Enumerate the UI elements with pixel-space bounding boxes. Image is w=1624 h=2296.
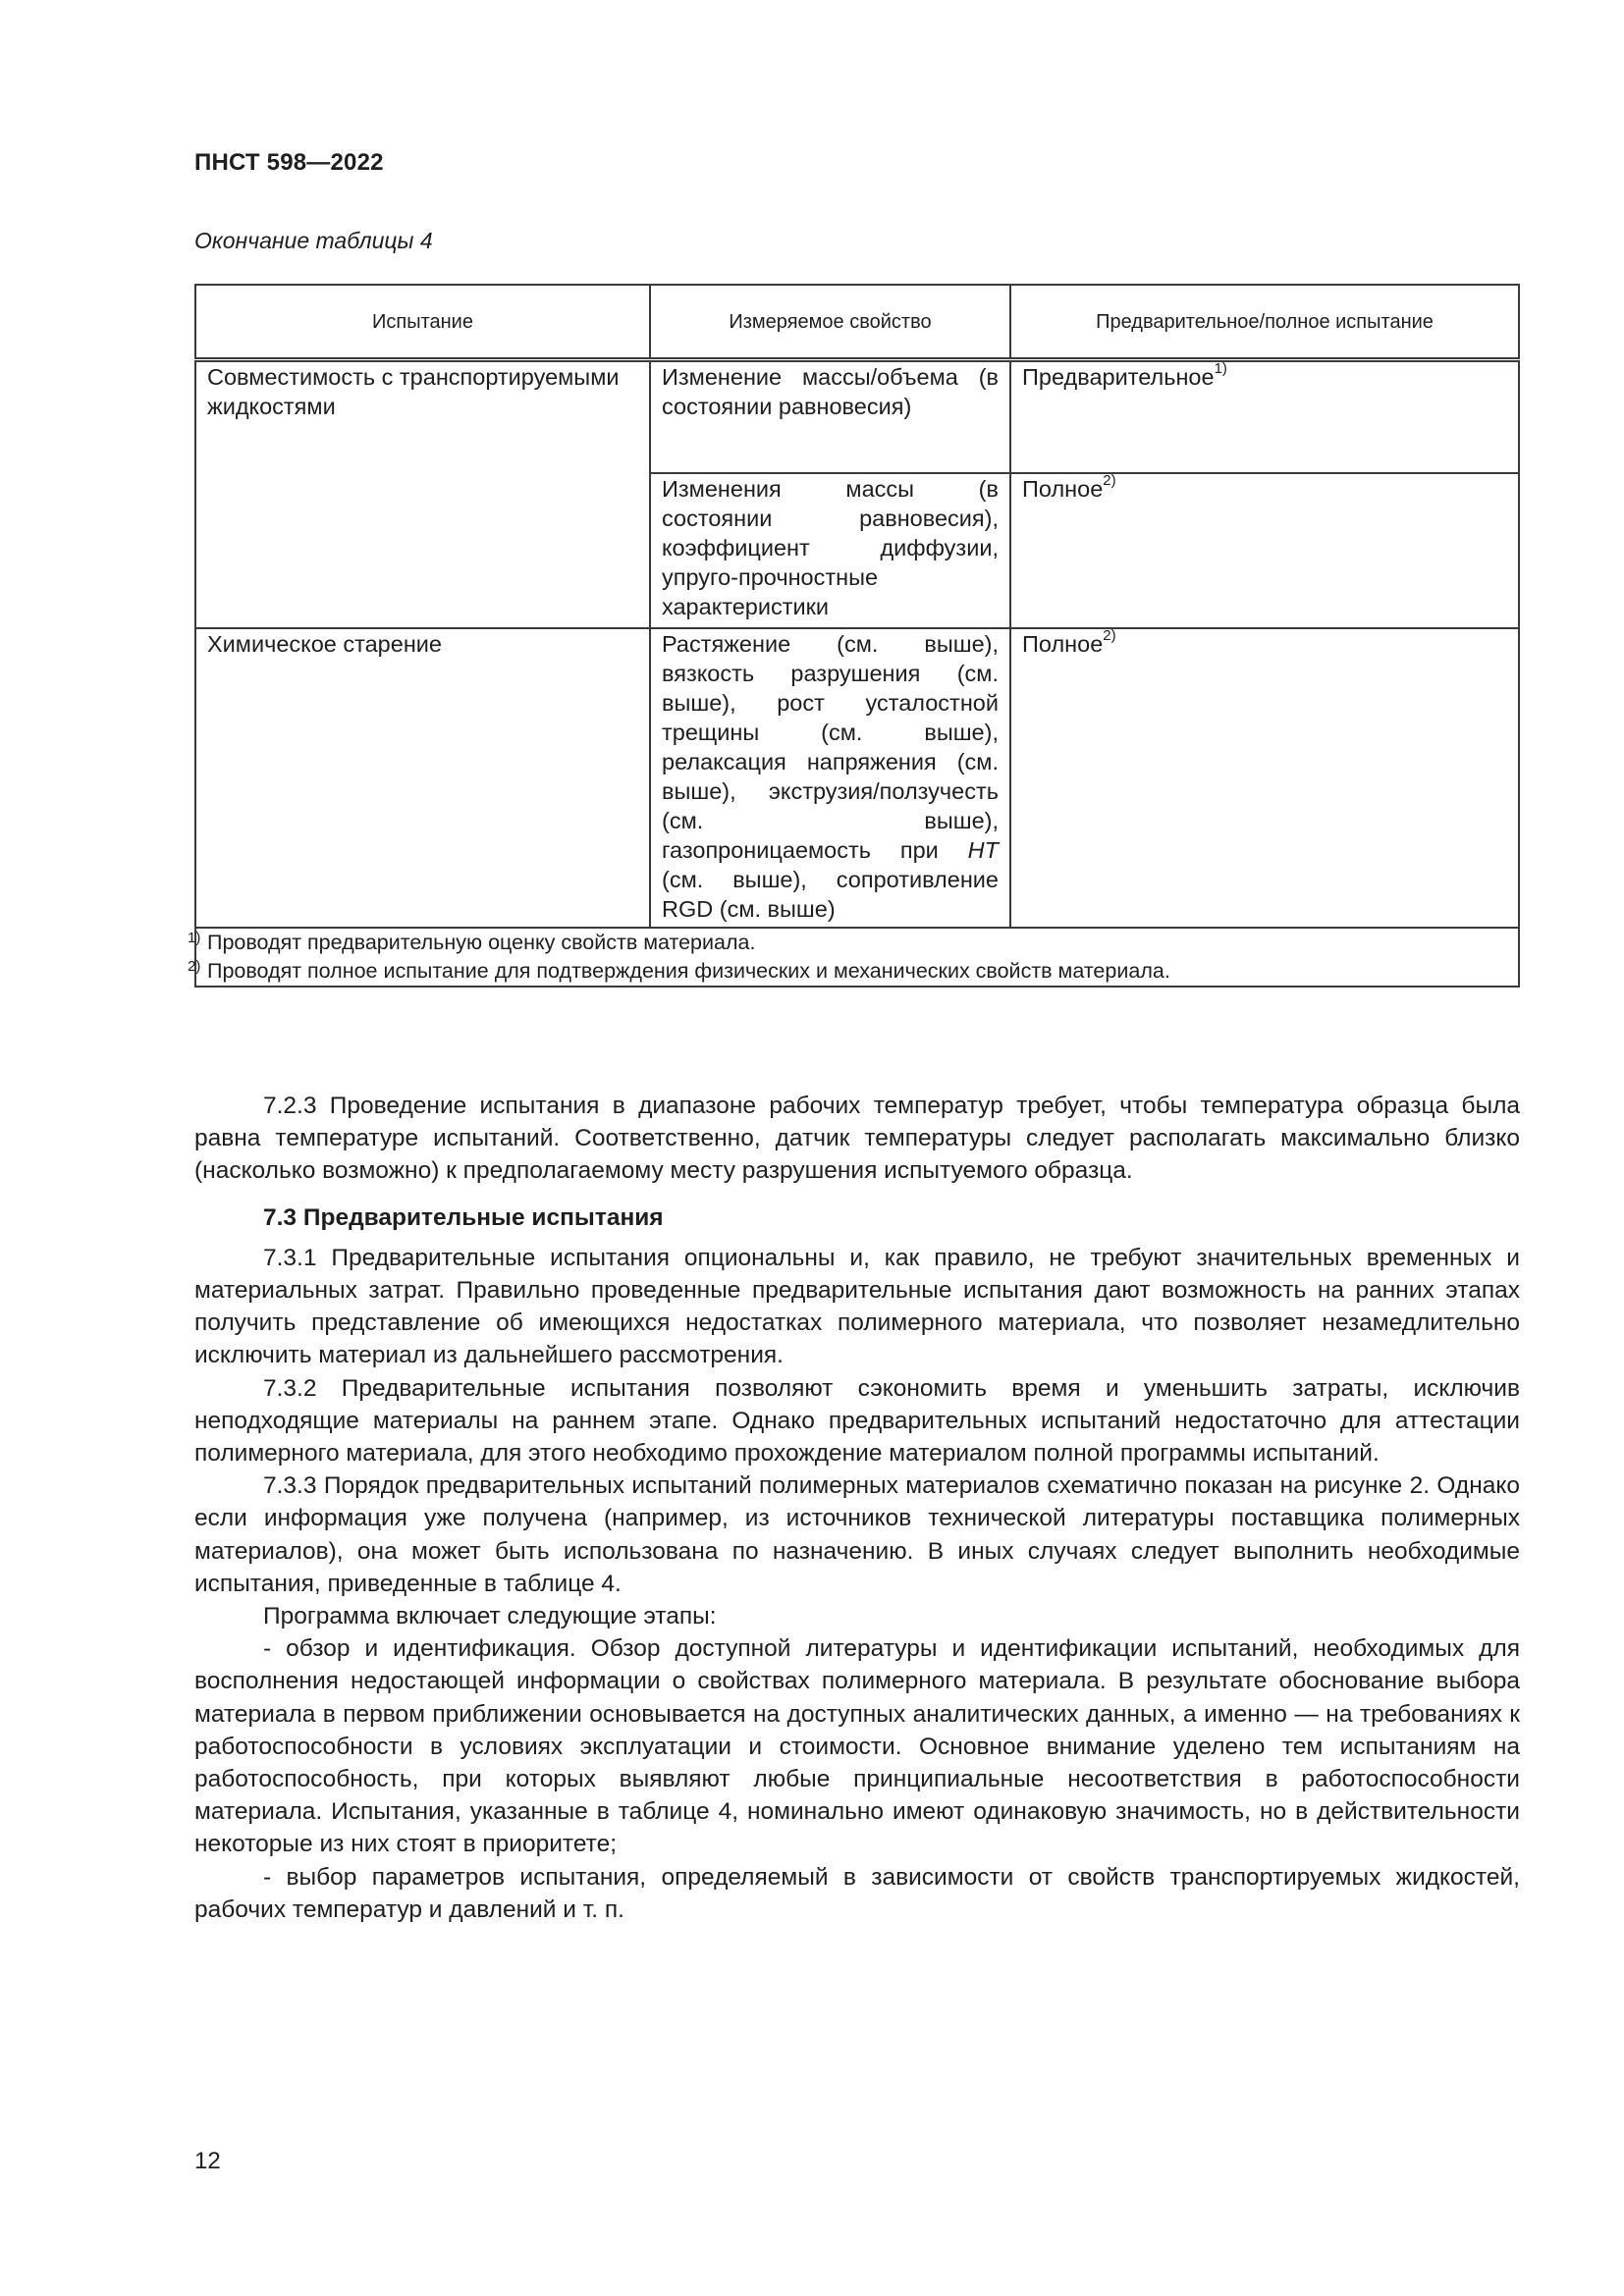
table-header-row: [195, 285, 1519, 360]
footnote-mark: 2): [188, 957, 201, 975]
body-text: [194, 1090, 1520, 1926]
footnote-ref: 2): [1103, 626, 1116, 644]
cell-type: [1010, 473, 1519, 628]
cell-property: Изменение массы/объема (в состоянии равновесия): [650, 360, 1010, 473]
property-text-b: (см. выше), сопротивление RGD (см. выше): [662, 866, 999, 922]
table-row: [195, 628, 1519, 928]
cell-test: Совместимость с транспортируемыми жидкостями: [195, 360, 650, 628]
type-label: Предварительное: [1022, 364, 1215, 390]
paragraph-7-3-1: 7.3.1 Предварительные испытания опциональны и, как правило, не требуют значительных временных и материальных затрат. Правильно проведенные предварительные испытания дают возможность на ранних этапах получить представление об имеющихся недостатках полимерного материала, что позволяет незамедлительно исключить материал из дальнейшего рассмотрения.: [194, 1244, 1520, 1369]
column-header-test: Испытание: [195, 285, 650, 360]
paragraph-7-3-3: 7.3.3 Порядок предварительных испытаний полимерных материалов схематично показан на рисунке 2. Однако если информация уже получена (например, из источников технической литературы поставщика полимерных материалов), она может быть использована по назначению. В иных случаях следует выполнить необходимые испытания, приведенные в таблице 4.: [194, 1472, 1520, 1597]
section-heading-7-3: 7.3 Предварительные испытания: [263, 1203, 664, 1231]
table-row: [195, 360, 1519, 473]
table-footnotes: [188, 928, 1519, 987]
footnote-item: [188, 957, 1507, 986]
table-caption: Окончание таблицы 4: [194, 228, 433, 253]
cell-type: [1010, 628, 1519, 928]
paragraph-7-2-3: 7.2.3 Проведение испытания в диапазоне рабочих температур требует, чтобы температура образца была равна температуре испытаний. Соответственно, датчик температуры следует располагать максимально близко (насколько возможно) к предполагаемому месту разрушения испытуемого образца.: [194, 1093, 1520, 1185]
cell-property: [650, 628, 1010, 928]
footnote-item: [188, 929, 1507, 957]
property-text-italic: HT: [967, 836, 999, 863]
list-item: - выбор параметров испытания, определяемый в зависимости от свойств транспортируемых жидкостей, рабочих температур и давлений и т. п.: [194, 1863, 1520, 1923]
property-text-a: Растяжение (см. выше), вязкость разрушения (см. выше), рост усталостной трещины (см. выше), релаксация напряжения (см. выше), экструзия/ползучесть (см. выше), газопроницаемость при: [662, 630, 999, 863]
column-header-property: Измеряемое свойство: [650, 285, 1010, 360]
table-footnotes-row: [195, 928, 1519, 987]
footnote-text: Проводят полное испытание для подтверждения физических и механических свойств материала.: [207, 958, 1170, 983]
cell-test: Химическое старение: [195, 628, 650, 928]
footnote-ref: 1): [1214, 360, 1227, 378]
cell-property: Изменения массы (в состоянии равновесия), коэффициент диффузии, упруго-прочностные характеристики: [650, 473, 1010, 628]
properties-table: [188, 284, 1520, 988]
footnote-text: Проводят предварительную оценку свойств материала.: [207, 930, 756, 954]
cell-type: [1010, 360, 1519, 473]
paragraph-7-3-2: 7.3.2 Предварительные испытания позволяют сэкономить время и уменьшить затраты, исключив неподходящие материалы на раннем этапе. Однако предварительных испытаний недостаточно для аттестации полимерного материала, для этого необходимо прохождение материалом полной программы испытаний.: [194, 1374, 1520, 1468]
list-item: - обзор и идентификация. Обзор доступной литературы и идентификации испытаний, необходимых для восполнения недостающей информации о свойствах полимерного материала. В результате обоснование выбора материала в первом приближении основывается на доступных аналитических данных, а именно — на требованиях к работоспособности в условиях эксплуатации и стоимости. Основное внимание уделено тем испытаниям на работоспособность, при которых выявляют любые принципиальные несоответствия в работоспособности материала. Испытания, указанные в таблице 4, номинально имеют одинаковую значимость, но в действительности некоторые из них стоят в приоритете;: [194, 1635, 1520, 1858]
page-number: 12: [194, 2148, 221, 2174]
column-header-type: Предварительное/полное испытание: [1010, 285, 1519, 360]
type-label: Полное: [1022, 630, 1104, 657]
type-label: Полное: [1022, 475, 1104, 502]
footnote-mark: 1): [188, 929, 201, 946]
paragraph-program: Программа включает следующие этапы:: [263, 1603, 717, 1630]
document-code: ПНСТ 598—2022: [194, 149, 384, 176]
footnote-ref: 2): [1103, 471, 1116, 489]
